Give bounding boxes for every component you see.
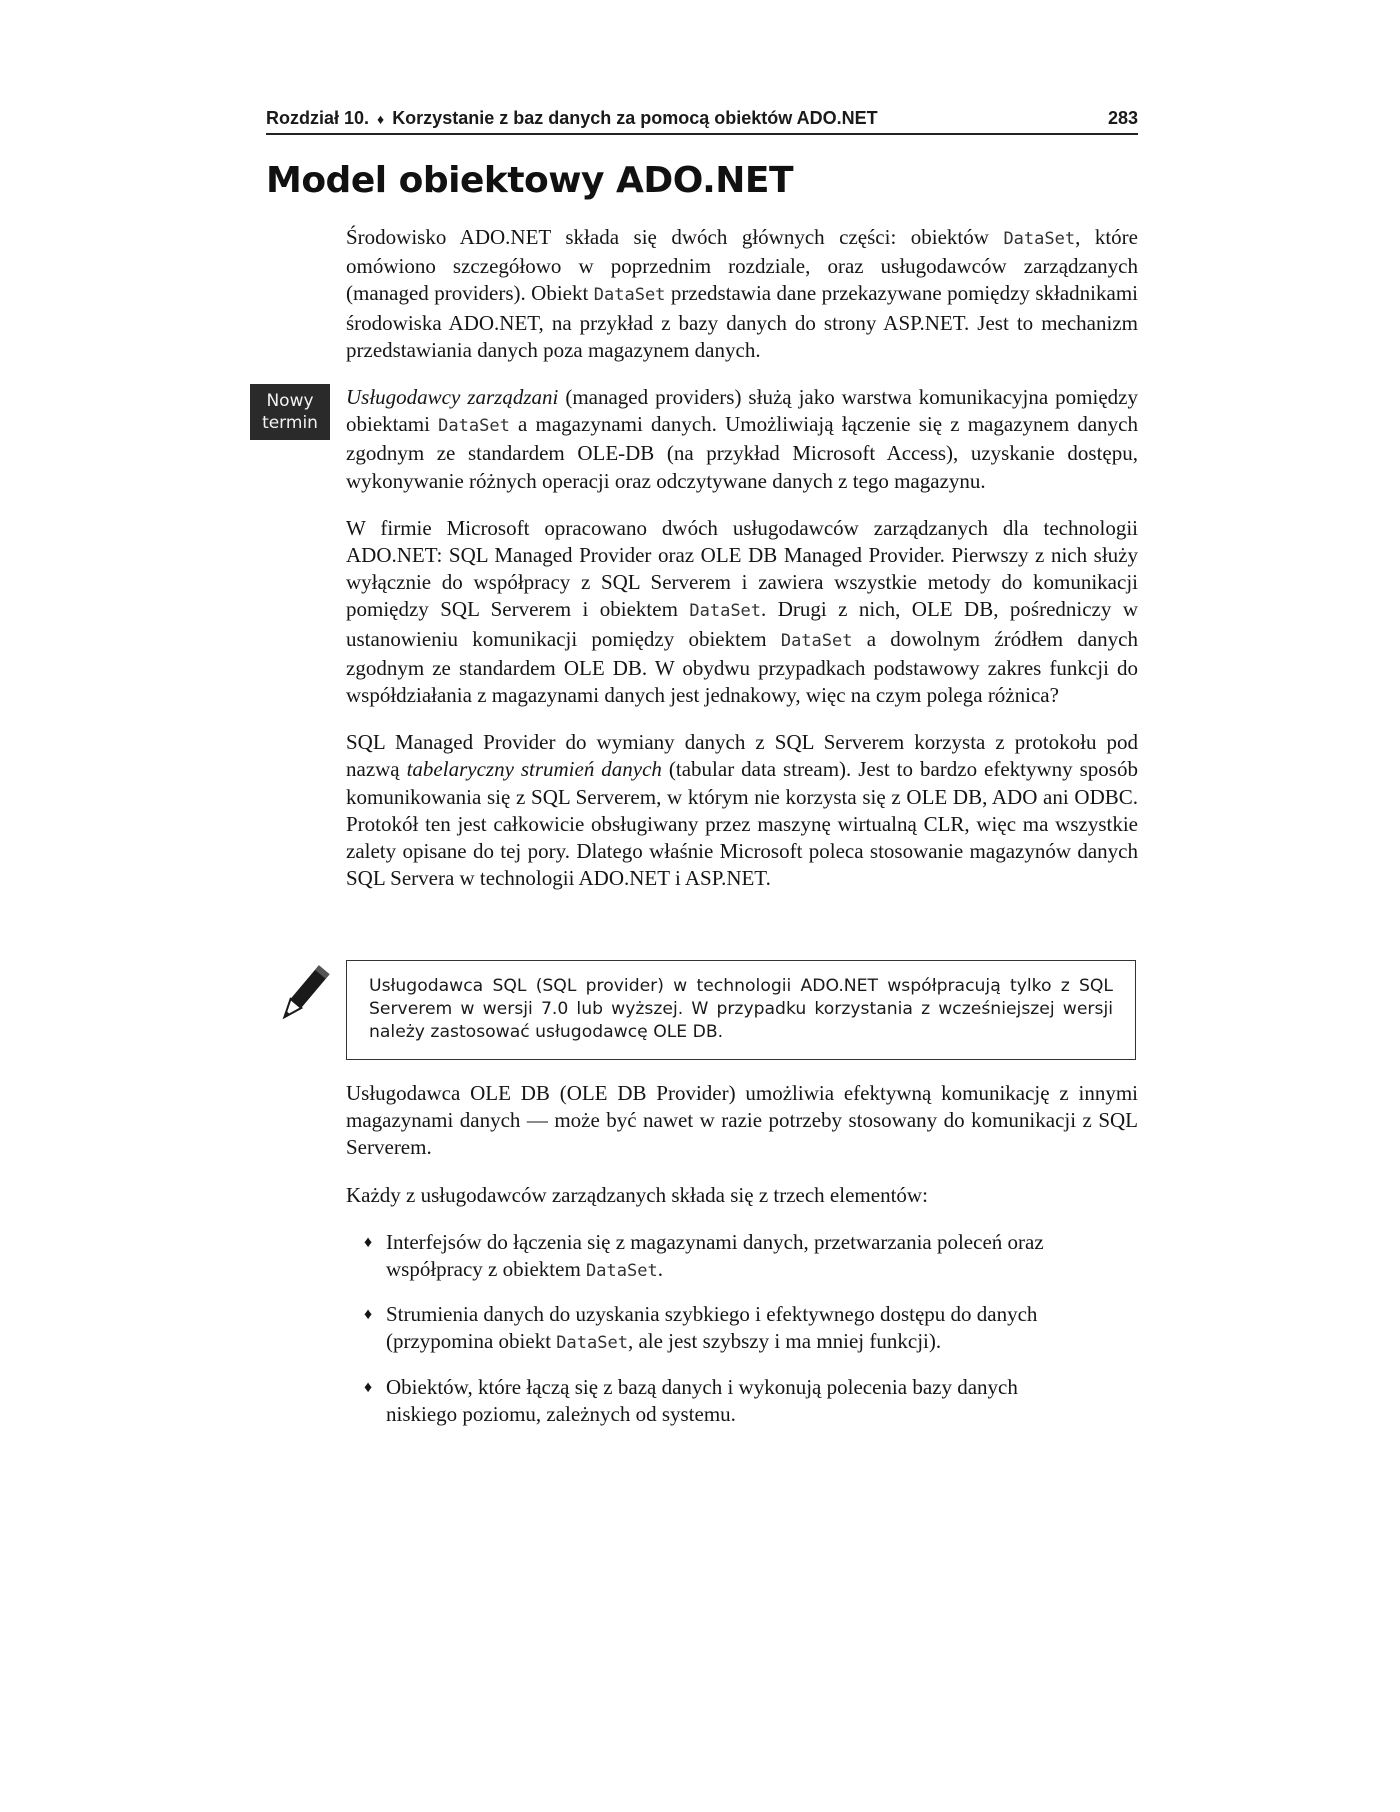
code-dataset: DataSet (556, 1333, 628, 1354)
text-run: Obiektów, które łączą się z bazą danych i wykonują polecenia bazy danych niskiego poziomu, zależnych od systemu. (386, 1374, 1018, 1426)
list-item (364, 1374, 1066, 1428)
pencil-icon (268, 960, 338, 1030)
paragraph (346, 729, 1138, 892)
badge-line-1: Nowy (266, 391, 314, 411)
code-dataset: DataSet (438, 416, 510, 437)
text-run: , ale jest szybszy i ma mniej funkcji). (627, 1329, 942, 1354)
diamond-bullet-icon: ♦ (364, 1378, 373, 1396)
new-term-badge (250, 384, 330, 440)
new-term: Usługodawcy zarządzani (346, 385, 559, 410)
text-run: , które omówiono szczegółowo w poprzednim rozdziale, oraz usługodawców zarządzanych (managed providers). Obiekt (346, 225, 1138, 306)
chapter-title: Korzystanie z baz danych za pomocą obiektów ADO.NET (392, 108, 878, 128)
code-dataset: DataSet (593, 285, 666, 306)
code-dataset: DataSet (1003, 229, 1076, 249)
text-run: Interfejsów do łączenia się z magazynami danych, przetwarzania poleceń oraz współpracy z obiektem (386, 1229, 1044, 1282)
text-run: przedstawia dane przekazywane pomiędzy składnikami środowiska ADO.NET, na przykład z bazy danych do strony ASP.NET. Jest to mechanizm przedstawiania danych poza magazynem danych. (346, 281, 1138, 362)
element-list (346, 1229, 1066, 1428)
text-run: (tabular data stream). Jest to bardzo efektywny sposób komunikowania się z SQL Serverem, w którym nie korzysta się z OLE DB, ADO ani ODBC. Protokół ten jest całkowicie obsługiwany przez maszynę wirtualną CLR, więc ma wszystkie zalety opisane do tej pory. Dlatego właśnie Microsoft poleca stosowanie magazynów danych SQL Servera w technologii ADO.NET i ASP.NET. (346, 757, 1138, 891)
code-dataset: DataSet (780, 630, 853, 651)
text-run: SQL Managed Provider do wymiany danych z SQL Serverem korzysta z protokołu pod nazwą (346, 730, 1138, 782)
text-run: Środowisko ADO.NET składa się dwóch głównych części: obiektów (346, 225, 1004, 249)
note-text: Usługodawca SQL (SQL provider) w technologii ADO.NET współpracują tylko z SQL Serverem w wersji 7.0 lub wyższej. W przypadku korzystania z wcześniejszej wersji należy zastosować usługodawcę OLE DB. (369, 976, 1113, 1042)
badge-line-2: termin (262, 413, 318, 433)
note-box (346, 960, 1136, 1060)
paragraph: Usługodawca OLE DB (OLE DB Provider) umożliwia efektywną komunikację z innymi magazynami danych — może być nawet w razie potrzeby stosowany do komunikacji z SQL Serverem. (346, 1081, 1138, 1160)
code-dataset: DataSet (689, 601, 762, 622)
page-number: 283 (1107, 108, 1138, 128)
new-term: tabelaryczny strumień danych (406, 757, 662, 782)
text-run: . Drugi z nich, OLE DB, pośredniczy w ustanowieniu komunikacji pomiędzy obiektem (346, 597, 1138, 651)
list-item (364, 1301, 1066, 1357)
chapter-number: Rozdział 10. (266, 108, 370, 128)
text-run: a magazynami danych. Umożliwiają łączenie się z magazynem danych zgodnym ze standardem OLE-DB (na przykład Microsoft Access), uzyskanie dostępu, wykonywanie różnych operacji oraz odczytywane danych z tego magazynu. (346, 412, 1138, 493)
list-item (364, 1229, 1066, 1285)
text-run: (managed providers) służą jako warstwa komunikacyjna pomiędzy obiektami (346, 385, 1138, 437)
separator-diamond: ♦ (377, 111, 385, 127)
paragraph (346, 224, 1138, 364)
text-run: W firmie Microsoft opracowano dwóch usługodawców zarządzanych dla technologii ADO.NET: SQL Managed Provider oraz OLE DB Managed Provider. Pierwszy z nich służy wyłącznie do współpracy z SQL Serverem i zawiera wszystkie metody do komunikacji pomiędzy SQL Serverem i obiektem (346, 515, 1138, 622)
text-run: a dowolnym źródłem danych zgodnym ze standardem OLE DB. W obydwu przypadkach podstawowy zakres funkcji do współdziałania z magazynami danych jest jednakowy, więc na czym polega różnica? (346, 626, 1138, 708)
section-title: Model obiektowy ADO.NET (266, 160, 794, 201)
text-run: . (657, 1257, 663, 1282)
diamond-bullet-icon: ♦ (364, 1233, 373, 1251)
paragraph: Każdy z usługodawców zarządzanych składa się z trzech elementów: (346, 1182, 928, 1207)
chapter-info (266, 108, 878, 129)
body-text-lower (346, 1080, 1138, 1444)
paragraph (346, 515, 1138, 709)
diamond-bullet-icon: ♦ (364, 1306, 373, 1324)
running-head (266, 99, 1138, 135)
paragraph (346, 384, 1138, 495)
text-run: Strumienia danych do uzyskania szybkiego i efektywnego dostępu do danych (przypomina obiekt (386, 1302, 1038, 1354)
code-dataset: DataSet (586, 1261, 658, 1282)
body-text-upper (346, 224, 1138, 912)
